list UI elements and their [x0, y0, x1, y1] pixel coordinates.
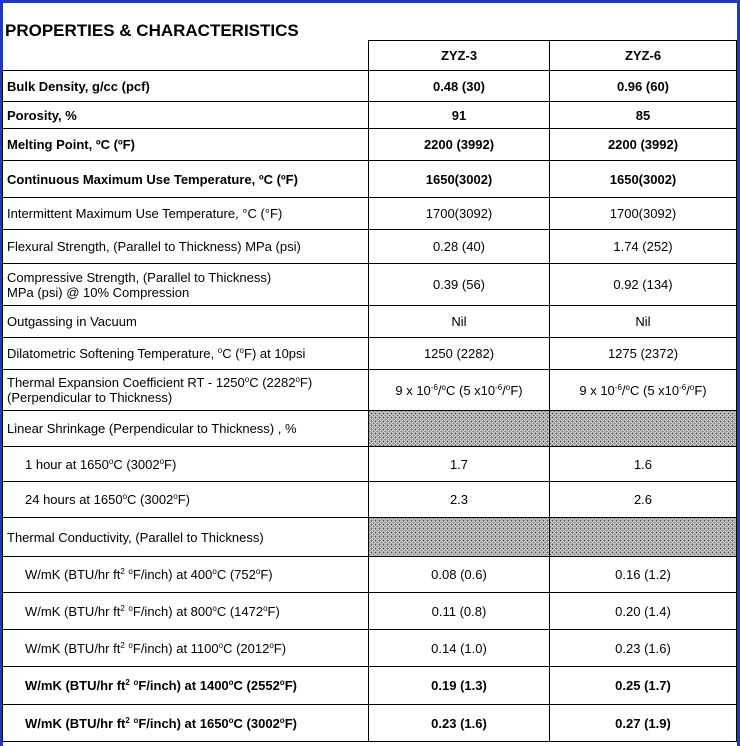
label-text: F): [299, 375, 313, 390]
table-row: [3, 705, 737, 742]
zyz6-value: 0.92 (134): [550, 264, 737, 306]
zyz3-value: 2.3: [369, 482, 550, 518]
zyz6-value: 2.6: [550, 482, 737, 518]
label-text: F): [284, 715, 297, 731]
value-text: C (5 x10: [630, 382, 680, 398]
zyz6-value: 1.6: [550, 447, 737, 482]
degree-symbol: o: [133, 715, 139, 725]
label-text: F): [177, 492, 191, 507]
table-row: [3, 411, 737, 447]
hatched-cell: [550, 518, 737, 557]
row-label-line1: Compressive Strength, (Parallel to Thickness): [7, 269, 272, 285]
zyz3-value: 0.23 (1.6): [369, 705, 550, 742]
degree-symbol: o: [173, 492, 178, 501]
column-header-zyz3: ZYZ-3: [369, 41, 550, 71]
row-label: [3, 705, 369, 742]
value-text: C (5 x10: [446, 382, 496, 398]
label-text: F/inch) at 1650: [138, 715, 229, 731]
label-text: C (3002: [113, 456, 160, 472]
row-label: Intermittent Maximum Use Temperature, °C (°F): [3, 198, 369, 230]
value-text: /: [686, 382, 690, 398]
label-text: C (: [222, 346, 240, 361]
row-label: Porosity, %: [3, 102, 369, 129]
row-label: Bulk Density, g/cc (pcf): [3, 71, 369, 102]
row-label: Continuous Maximum Use Temperature, ºC (ºF): [3, 161, 369, 198]
degree-symbol: o: [228, 678, 234, 687]
degree-symbol: o: [441, 382, 446, 392]
row-label: [3, 447, 369, 482]
label-text: W/mK (BTU/hr ft: [25, 603, 121, 619]
degree-symbol: o: [505, 382, 511, 392]
label-text: F/inch) at 800: [132, 603, 213, 619]
zyz6-value: 0.23 (1.6): [550, 630, 737, 667]
superscript: 2: [120, 640, 125, 650]
row-label: Melting Point, ºC (ºF): [3, 129, 369, 161]
label-text: C (752: [216, 567, 256, 582]
label-text: C (2552: [233, 678, 280, 693]
zyz3-value: 0.19 (1.3): [369, 667, 550, 705]
exponent: -6: [679, 382, 687, 392]
zyz3-value: 2200 (3992): [369, 129, 550, 161]
degree-symbol: o: [128, 640, 133, 650]
zyz6-value: 0.20 (1.4): [550, 593, 737, 630]
label-text: F/inch) at 1400: [138, 678, 229, 693]
table-row: [3, 230, 737, 264]
table-row: [3, 447, 737, 482]
label-text: F/inch) at 1100: [132, 640, 219, 656]
row-label: [3, 667, 369, 705]
degree-symbol: o: [133, 678, 139, 687]
label-text: W/mK (BTU/hr ft: [25, 678, 126, 693]
exponent: -6: [495, 382, 503, 392]
hatched-cell: [369, 411, 550, 447]
zyz3-value: 1700(3092): [369, 198, 550, 230]
superscript: 2: [125, 678, 130, 687]
row-label: [3, 338, 369, 370]
row-label: Flexural Strength, (Parallel to Thickness) MPa (psi): [3, 230, 369, 264]
row-label: Outgassing in Vacuum: [3, 306, 369, 338]
zyz6-value: 1700(3092): [550, 198, 737, 230]
label-text: F): [273, 640, 287, 656]
zyz6-value: Nil: [550, 306, 737, 338]
degree-symbol: o: [689, 382, 695, 392]
zyz6-value: 0.27 (1.9): [550, 705, 737, 742]
table-row: [3, 630, 737, 667]
table-row: [3, 370, 737, 411]
zyz6-value: 2200 (3992): [550, 129, 737, 161]
table-header-row: [3, 41, 737, 71]
label-text: W/mK (BTU/hr ft: [25, 715, 126, 731]
superscript: 2: [120, 567, 125, 576]
degree-symbol: o: [212, 567, 217, 576]
degree-symbol: o: [228, 715, 234, 725]
zyz3-value: 0.39 (56): [369, 264, 550, 306]
hatched-cell: [369, 518, 550, 557]
label-text: W/mK (BTU/hr ft: [25, 567, 121, 582]
label-text: Dilatometric Softening Temperature,: [7, 346, 218, 361]
degree-symbol: o: [212, 603, 217, 613]
table-row: [3, 264, 737, 306]
zyz6-value: [550, 370, 737, 411]
zyz3-value: 1650(3002): [369, 161, 550, 198]
row-label: Linear Shrinkage (Perpendicular to Thickness) , %: [3, 411, 369, 447]
degree-symbol: o: [263, 603, 268, 613]
label-text: W/mK (BTU/hr ft: [25, 640, 121, 656]
degree-symbol: o: [128, 567, 133, 576]
zyz6-value: 1275 (2372): [550, 338, 737, 370]
table-row: [3, 102, 737, 129]
zyz3-value: 0.48 (30): [369, 71, 550, 102]
row-label-line2: MPa (psi) @ 10% Compression: [7, 284, 190, 300]
value-text: /: [621, 382, 626, 398]
table-row: [3, 557, 737, 593]
degree-symbol: o: [255, 567, 261, 576]
row-label: [3, 264, 369, 306]
zyz6-value: 0.96 (60): [550, 71, 737, 102]
table-row: [3, 161, 737, 198]
table-row: [3, 338, 737, 370]
label-text: C (3002: [233, 715, 280, 731]
degree-symbol: o: [279, 678, 285, 687]
label-text: F): [164, 456, 177, 472]
header-blank-cell: [3, 41, 369, 71]
label-text: F): [260, 567, 273, 582]
superscript: 2: [120, 603, 125, 613]
value-text: /: [437, 382, 442, 398]
zyz3-value: [369, 370, 550, 411]
hatched-cell: [550, 411, 737, 447]
row-label: [3, 370, 369, 411]
table-row: [3, 71, 737, 102]
label-text: C (2282: [249, 375, 296, 390]
row-label: [3, 630, 369, 667]
zyz6-value: 0.16 (1.2): [550, 557, 737, 593]
row-label: [3, 482, 369, 518]
degree-symbol: o: [244, 375, 250, 384]
zyz3-value: 91: [369, 102, 550, 129]
zyz6-value: 85: [550, 102, 737, 129]
zyz3-value: 1.7: [369, 447, 550, 482]
label-text: 24 hours at 1650: [25, 492, 123, 507]
superscript: 2: [125, 715, 130, 725]
exponent: -6: [430, 382, 438, 392]
label-text: C (3002: [127, 492, 174, 507]
label-text: Thermal Expansion Coefficient RT - 1250: [7, 375, 245, 390]
row-label-line2: (Perpendicular to Thickness): [7, 390, 173, 405]
value-text: /: [502, 382, 506, 398]
value-text: 9 x 10: [579, 382, 615, 398]
value-text: F): [510, 382, 523, 398]
degree-symbol: o: [128, 603, 133, 613]
row-label-line1: [7, 375, 364, 390]
zyz3-value: 1250 (2282): [369, 338, 550, 370]
value-text: F): [694, 382, 707, 398]
degree-symbol: o: [269, 640, 274, 650]
label-text: F) at 10psi: [244, 346, 306, 361]
degree-symbol: o: [218, 640, 224, 650]
degree-symbol: o: [279, 715, 285, 725]
degree-symbol: o: [122, 492, 128, 501]
label-text: 1 hour at 1650: [25, 456, 109, 472]
degree-symbol: o: [625, 382, 630, 392]
properties-table: [2, 40, 737, 742]
label-text: F/inch) at 400: [132, 567, 213, 582]
zyz3-value: 0.14 (1.0): [369, 630, 550, 667]
degree-symbol: o: [217, 346, 223, 355]
table-row: [3, 593, 737, 630]
zyz3-value: 0.28 (40): [369, 230, 550, 264]
table-row: [3, 129, 737, 161]
zyz6-value: 1650(3002): [550, 161, 737, 198]
table-row: [3, 667, 737, 705]
zyz3-value: 0.08 (0.6): [369, 557, 550, 593]
degree-symbol: o: [108, 456, 114, 466]
row-label: Thermal Conductivity, (Parallel to Thickness): [3, 518, 369, 557]
table-row: [3, 482, 737, 518]
value-text: 9 x 10: [395, 382, 431, 398]
label-text: F): [284, 678, 297, 693]
degree-symbol: o: [239, 346, 244, 355]
label-text: C (1472: [216, 603, 264, 619]
table-row: [3, 306, 737, 338]
row-label: [3, 593, 369, 630]
table-row: [3, 198, 737, 230]
zyz3-value: Nil: [369, 306, 550, 338]
exponent: -6: [614, 382, 622, 392]
zyz6-value: 0.25 (1.7): [550, 667, 737, 705]
degree-symbol: o: [159, 456, 165, 466]
label-text: F): [267, 603, 280, 619]
column-header-zyz6: ZYZ-6: [550, 41, 737, 71]
zyz6-value: 1.74 (252): [550, 230, 737, 264]
degree-symbol: o: [295, 375, 300, 384]
page-title: PROPERTIES & CHARACTERISTICS: [5, 21, 299, 40]
label-text: C (2012: [223, 640, 270, 656]
row-label: [3, 557, 369, 593]
zyz3-value: 0.11 (0.8): [369, 593, 550, 630]
table-row: [3, 518, 737, 557]
